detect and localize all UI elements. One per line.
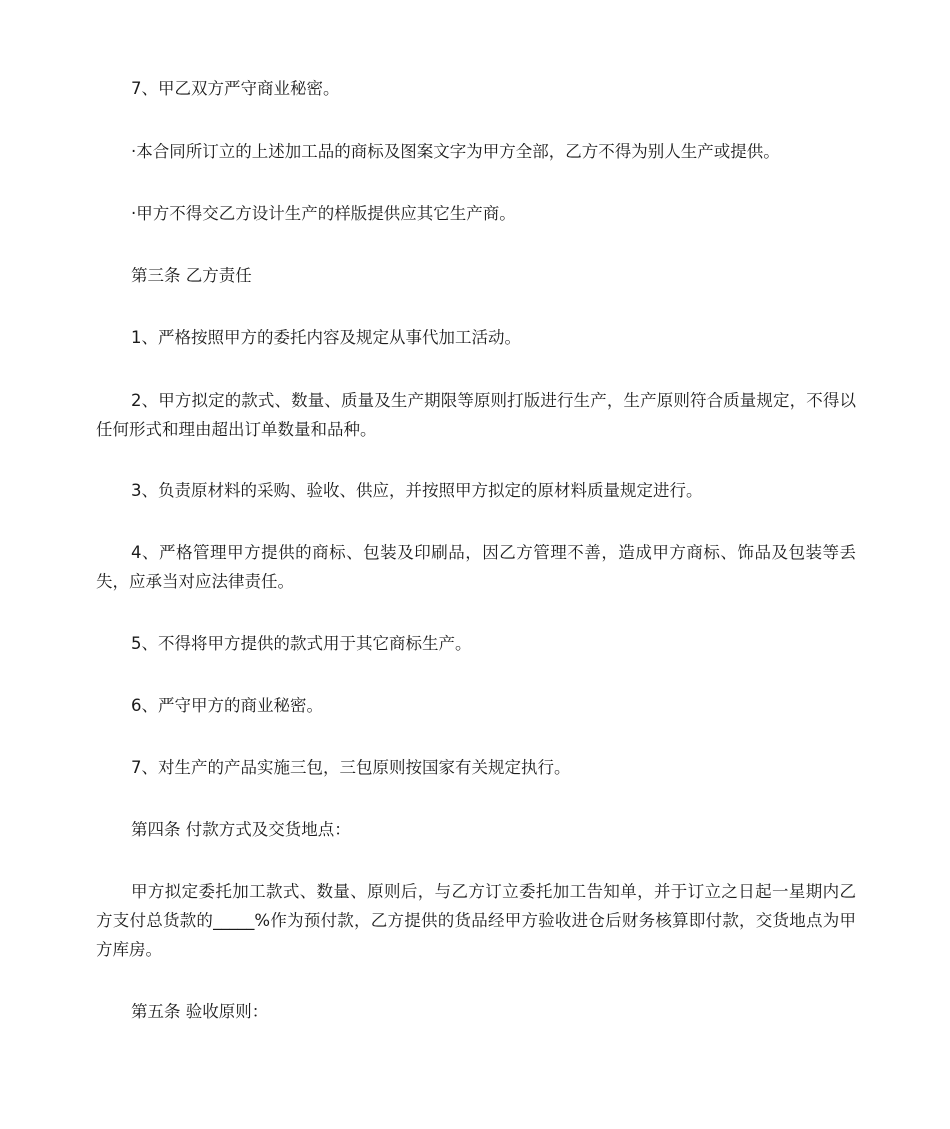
heading-article-five: 第五条 验收原则：	[131, 1002, 269, 1021]
clause-confidentiality-mutual: 7、甲乙双方严守商业秘密。	[131, 79, 340, 98]
heading-article-four: 第四条 付款方式及交货地点：	[131, 820, 351, 839]
clause-trademark-ownership: ·本合同所订立的上述加工品的商标及图案文字为甲方全部，乙方不得为别人生产或提供。	[131, 142, 780, 161]
clause-b-item-2: 2、甲方拟定的款式、数量、质量及生产期限等原则打版进行生产，生产原则符合质量规定，不得以任何形式和理由超出订单数量和品种。	[96, 391, 856, 439]
clause-b-item-6: 6、严守甲方的商业秘密。	[131, 696, 323, 715]
clause-b-item-4: 4、严格管理甲方提供的商标、包装及印刷品，因乙方管理不善，造成甲方商标、饰品及包装等丢失，应承当对应法律责任。	[96, 543, 856, 591]
heading-article-three: 第三条 乙方责任	[131, 266, 252, 285]
clause-b-item-5: 5、不得将甲方提供的款式用于其它商标生产。	[131, 634, 472, 653]
clause-design-sample: ·甲方不得交乙方设计生产的样版提供应其它生产商。	[131, 204, 516, 223]
clause-b-item-1: 1、严格按照甲方的委托内容及规定从事代加工活动。	[131, 328, 521, 347]
clause-payment-delivery: 甲方拟定委托加工款式、数量、原则后，与乙方订立委托加工告知单，并于订立之日起一星期内乙方支付总货款的_____%作为预付款，乙方提供的货品经甲方验收进仓后财务核算即付款，交货地点为甲方库房。	[96, 882, 856, 959]
clause-b-item-3: 3、负责原材料的采购、验收、供应，并按照甲方拟定的原材料质量规定进行。	[131, 481, 703, 500]
clause-b-item-7: 7、对生产的产品实施三包，三包原则按国家有关规定执行。	[131, 758, 571, 777]
